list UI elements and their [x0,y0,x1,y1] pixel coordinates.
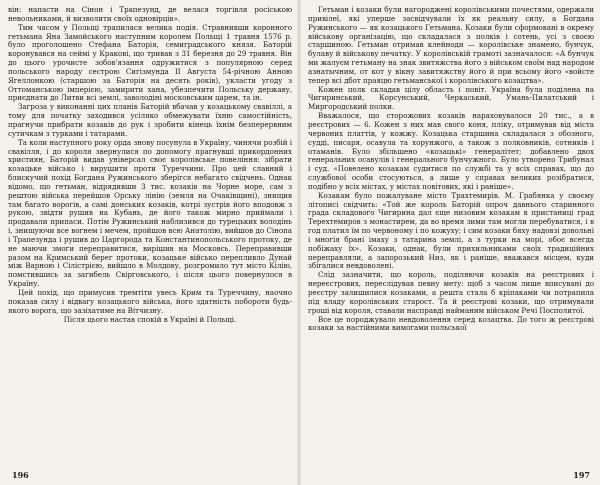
paragraph: Після цього настав спокій в Україні й Польщі. [63,314,237,324]
paragraph: Та коли наступного року орда знову посунула в Україну, чинячи розбій і свавілля, і до короля звернулися по допомогу прагнувші прикордонних християн, Баторій видав універсал своє королівське повеління: зібрати козацьке військо і вирушити проти Туреччини. Про цей славний і блискучий похід Богдана Ружинського зберігся небагато свідчень. Однак відомо, що гетьман, відрядивши 3 тис. козаків на Чорне море, сам з рештою війська перейшов Орську лінію (земля на Очаківщині), знищив там багато ворогів, а самі донських козаків, котрі зустрів його вподовж з рукою, звідти рушив на Кубань, де його також мирно приймали і продавали припаси. Потім Ружинський наблизився до турецьких володінь і, знищуючи все вогнем і мечем, пройшов всю Анатолію, вийшов до Сінопа і Трапезунда і рушив до Царгорода та Константинопольського протоку, де не маючи змоги переправитися, вирішив на Московсь. Переправивши разом на Кримський берег протоки, козацьке військо перепливло Дунай між Варною і Сілістрією, вийшло в Молдову, розгромило тут місто Кілію, помстившись за загибель Свірговського, і після цього повернулося в Україну. [8,137,292,289]
paragraph: Вважалося, що сторожових козаків нараховувалося 20 тис., а в реєстрових — 6. Кожен з них мав свого коня, пліку, отримував від міста червоних платтів, у кожжу. Козацька старшина складалася з обозного, судді, писаря, осавула та хорунжого, а також з полковників, сотників і отаманів. Було збільшено «козацькі» генералітет; добавлено двох генеральних осавулів і генерального бунчужного. Було утворено Трибунал і суд. «Повелено козакам судитися по службі та у всіх справах, що до службової особи стосуються, а лише у справах великих розібратися, подібно у всіх містах, у містах повітових, які і раніше». [308,111,594,191]
paragraph: Слід зазначити, що король, поділяючи козаків на реєстрових і нереєстрових, переслідував певну мету: щоб з часом лише вписувані до реєстру залишилися козаками, а решта стала б кріпаками чи потрапила під владу королівських старост. Та й реєстрові козаки, що отримували гроші від короля, ставали насправді найманим військом Речі Посполитої. [308,270,594,315]
paragraph: Все це породжувало невдоволення серед козацтва. До того ж реєстрові козаки за настійними вимогами польської [308,314,594,333]
paragraph: Кожен полк складав цілу область і повіт. Україна була поділена на Чигиринський, Корсунський, Черкаський, Умань-Пилатський і Миргородський полки. [308,84,594,112]
paragraph: він: напасти на Сінон і Трапезунд, де велася торгівля росіською невольниками, й визволити своїх одновірців». [8,5,292,23]
page-number-right: 197 [573,470,590,480]
paragraph: Гетьман і козаки були нагороджені королівськими почестями, одержали привілеї, які уперше засвідчували їх як реальну силу, а Богдана Ружинського — як козацького Гетьмана. Козаки були сформовані в окрему військову організацію, що складалася з полків і сотень, усі з своєю старшиною. Гетьман отримав клейноди — королівське знамено, бунчук, булаву й військову печатку. У королівській грамоті зазначалося: «А бунчук ми жалуєм гетьману на знак звитяжства його з військом своїм над народом азнатычним, от кот у вікну завитяжству його й при всьому його «войсте тепер всі дбот праяцю гетьманської і королівського козацтва». [308,5,594,85]
left-page [0,0,296,485]
book-gutter [297,0,301,485]
paragraph: Цей похід, що примусив тремтіти увесь Крим та Туреччину, наочно показав силу і відвагу козацького війська, його здатність побороти будь-якого ворога, що зазіхатиме на Вітчизну. [8,288,292,315]
page-number-left: 196 [12,470,29,480]
paragraph: Тим часом у Польщі трапилася велика подія. Стравнивши коронного гетьмана Яна Замойського наступним королем Польщі 1 травня 1576 р. було проголошено Стефана Баторія, семиградського князя. Баторій коронувався на сеймі у Кракові, що тривав з 31 березня до 29 травня. Він до цього урочисте зобов'язання одружитися з популярною серед польського народу сестрою Сигізмунда II Августа 54-річною Анною Ягеллонкою (старшою за Баторія на десять років), укласти угоду з Оттоманською імперією, замирити хана, убезпечити Польську державу, приєднати до Литви всі землі, заволодіні московським царем, та ін. [8,22,292,103]
paragraph: Козакам було пожалуване місто Трахтемирів. М. Грабянка у своєму літописі свідчить: «Той же король Баторій опроч давнього старинного града складового Чигирина дал єще низовим козакам в пристаниці град Терехтемиров з монастирем, да во время зими там могли перебуватися, і в год платил їм по червоному і по кожуху; і сим козаки бяху надовзі довольні і многія брані імаху з татарина землі, а з турки на морі, обоє всегда побіжаху їх». Козаки, однак, були прихильниками своїх традиційних переправляли, а запорозький Низ, як і раніше, вважався місцем, куди збігалися невдоволені. [308,190,594,271]
paragraph: Загроза у виконанні цих планів Баторій вбачав у козацькому свавіллі, а тому для початку заходився усіляко обмежувати їхню самостійність, прагнучи прибрати козаків до рук і зробити кінець їхнім безперервним сутичкам з турками і татарами. [8,102,292,138]
right-page [302,0,600,485]
